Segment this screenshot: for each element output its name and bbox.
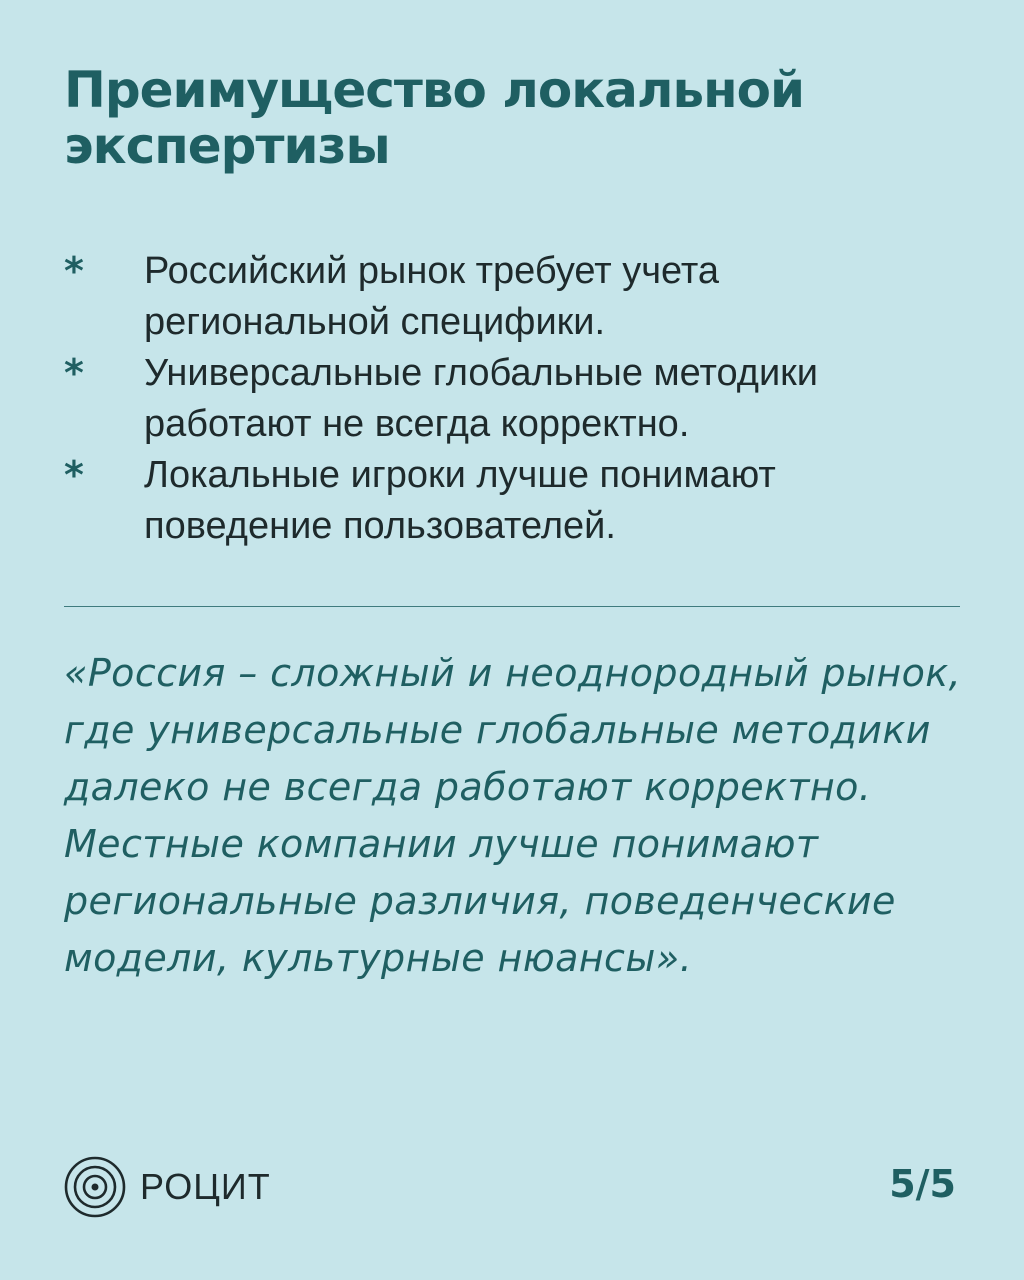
bullet-text: Российский рынок требует учета региональной специфики. [144, 250, 720, 343]
asterisk-icon: * [64, 351, 84, 395]
page-number: 5/5 [889, 1162, 956, 1206]
bullet-item [64, 450, 964, 552]
bullet-item [64, 348, 964, 450]
concentric-circles-icon [64, 1156, 126, 1218]
bullet-text: Универсальные глобальные методики работают не всегда корректно. [144, 352, 819, 445]
bullet-list [64, 246, 964, 552]
bullet-text: Локальные игроки лучше понимают поведение пользователей. [144, 454, 776, 547]
brand-name: РОЦИТ [140, 1166, 271, 1207]
slide-title: Преимущество локальной экспертизы [64, 61, 805, 175]
brand-logo [64, 1156, 271, 1218]
divider [64, 606, 960, 607]
asterisk-icon: * [64, 453, 84, 497]
bullet-item [64, 246, 964, 348]
asterisk-icon: * [64, 249, 84, 293]
quote-text: «Россия – сложный и неоднородный рынок, где универсальные глобальные методики далеко не всегда работают корректно. Местные компании лучше понимают региональные различия, поведенческие модели, культурные нюансы». [64, 651, 962, 980]
